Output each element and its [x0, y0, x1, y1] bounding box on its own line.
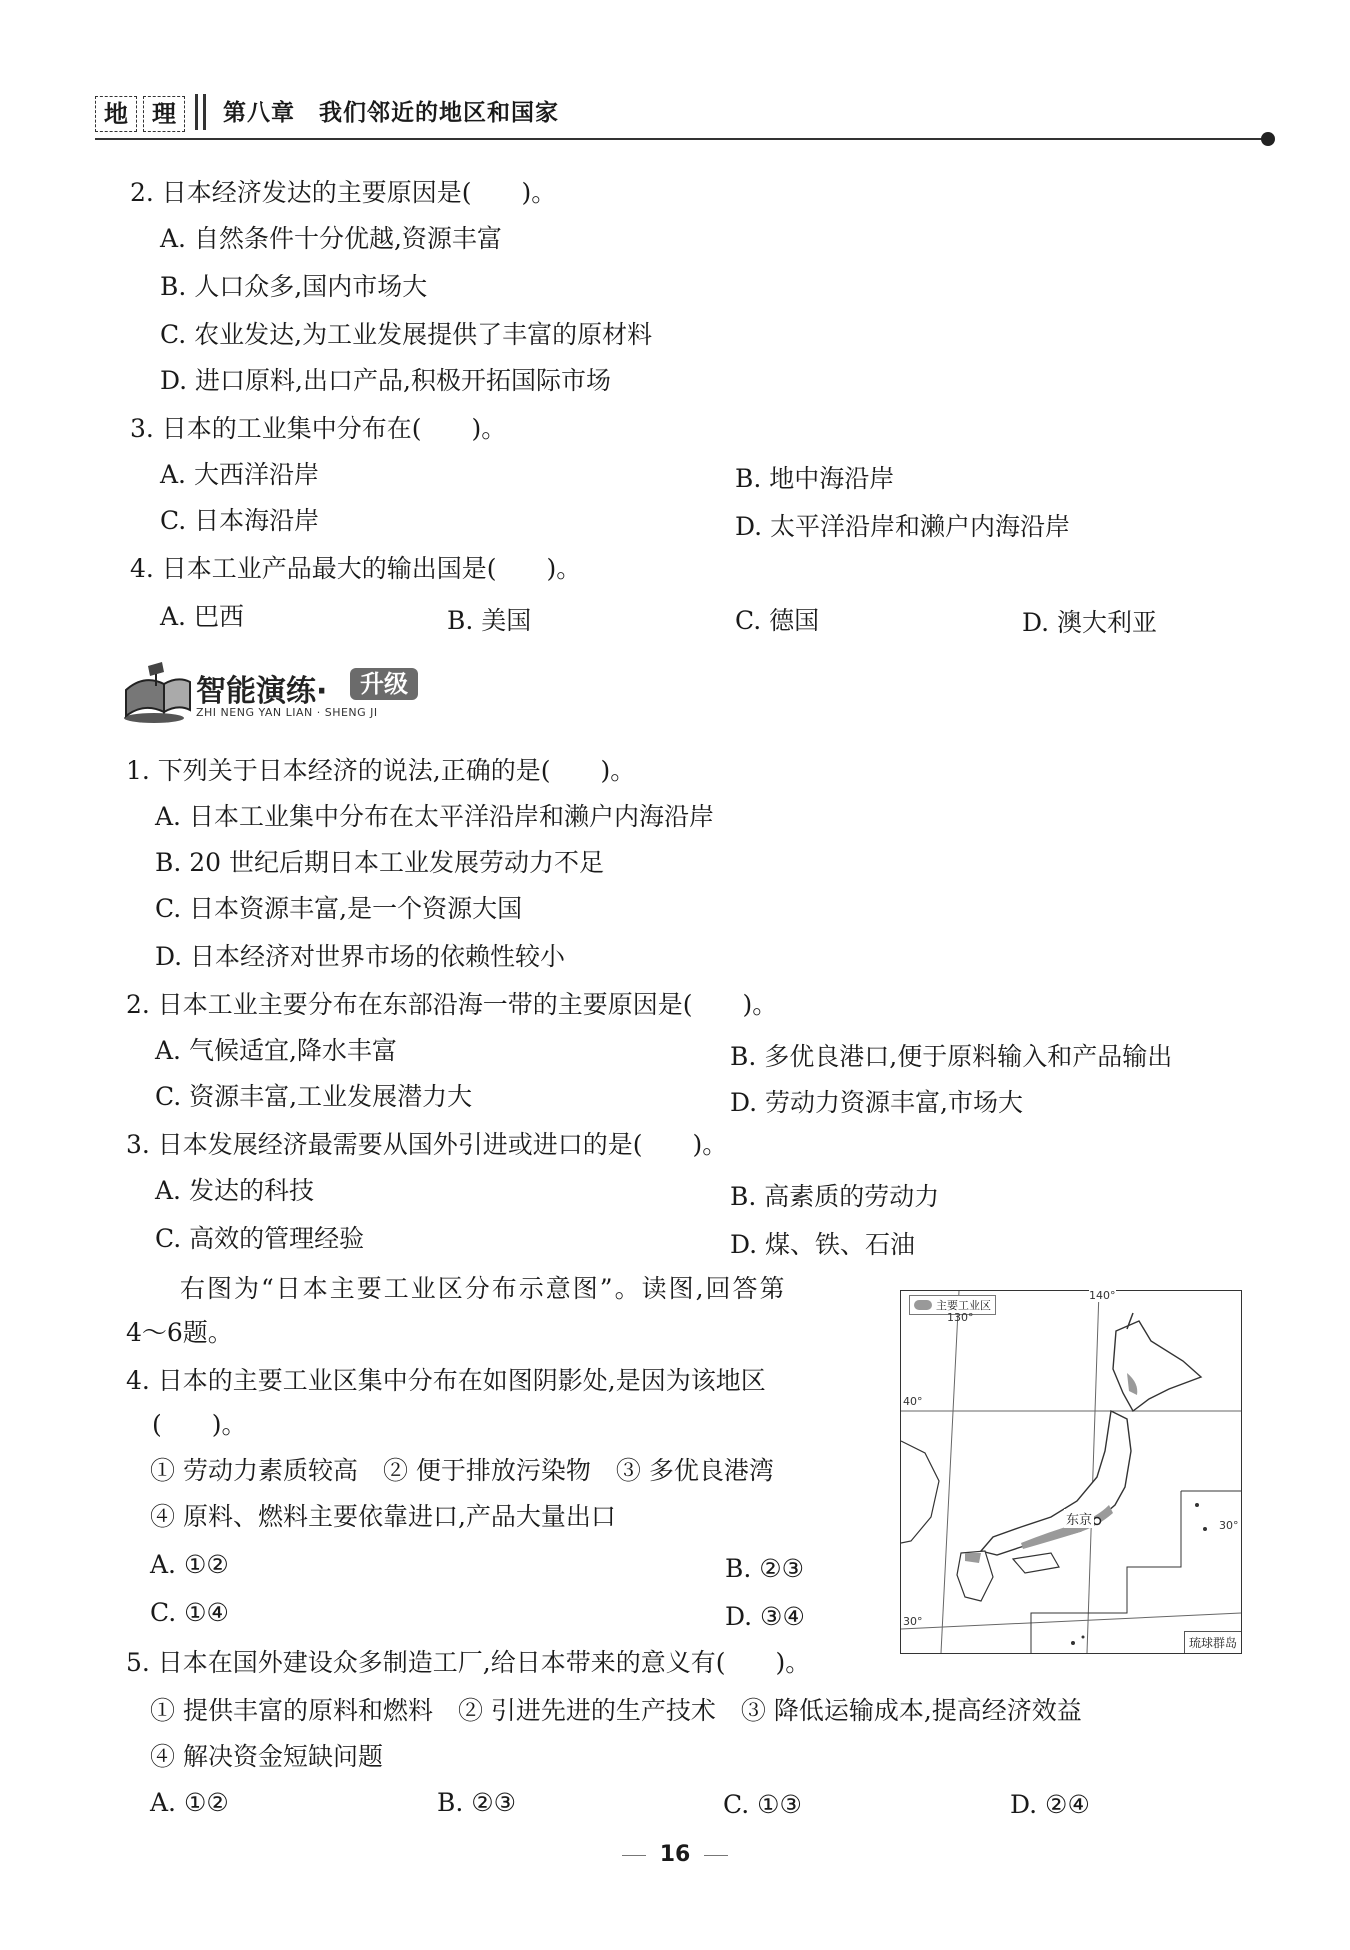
header-divider [203, 94, 206, 130]
option: D. 劳动力资源丰富,市场大 [730, 1088, 1023, 1117]
statement-list: ④ 解决资金短缺问题 [150, 1742, 383, 1771]
option: A. 大西洋沿岸 [160, 460, 319, 489]
option: B. 美国 [447, 606, 532, 635]
legend-swatch [914, 1300, 932, 1310]
option: B. 地中海沿岸 [735, 464, 895, 493]
page-number-dash [622, 1855, 646, 1856]
subject-label [95, 96, 185, 132]
reading-intro: 4～6题。 [126, 1318, 233, 1347]
question-stem: 2. 日本工业主要分布在东部沿海一带的主要原因是( )。 [126, 990, 778, 1019]
header-divider [195, 94, 198, 130]
option: B. 高素质的劳动力 [730, 1182, 940, 1211]
option: A. 气候适宜,降水丰富 [155, 1036, 397, 1065]
legend-label: 主要工业区 [936, 1299, 991, 1312]
option: A. 巴西 [160, 602, 244, 631]
option: A. 自然条件十分优越,资源丰富 [160, 224, 502, 253]
statement-list: ① 劳动力素质较高 ② 便于排放污染物 ③ 多优良港湾 [150, 1456, 774, 1485]
inset-label: 琉球群岛 [1184, 1631, 1241, 1653]
option: C. 德国 [735, 606, 820, 635]
question-stem: 3. 日本发展经济最需要从国外引进或进口的是( )。 [126, 1130, 728, 1159]
page-header [95, 88, 1275, 140]
section-badge: 升级 [350, 668, 418, 700]
option: D. 煤、铁、石油 [730, 1230, 916, 1259]
reading-intro: 右图为“日本主要工业区分布示意图”。读图,回答第 [180, 1274, 787, 1303]
option: A. 日本工业集中分布在太平洋沿岸和濑户内海沿岸 [155, 802, 714, 831]
chapter-title: 第八章 我们邻近的地区和国家 [223, 100, 559, 126]
option: C. 资源丰富,工业发展潜力大 [155, 1082, 473, 1111]
japan-industrial-map [900, 1290, 1242, 1654]
option: A. ①② [150, 1788, 229, 1817]
header-rule-dot [1261, 132, 1275, 146]
statement-list: ④ 原料、燃料主要依靠进口,产品大量出口 [150, 1502, 616, 1531]
option: D. 进口原料,出口产品,积极开拓国际市场 [160, 366, 611, 395]
page-number [0, 1842, 1350, 1867]
map-drawing [901, 1291, 1241, 1653]
longitude-label: 140° [1089, 1289, 1116, 1302]
option: B. 人口众多,国内市场大 [160, 272, 428, 301]
question-stem: 5. 日本在国外建设众多制造工厂,给日本带来的意义有( )。 [126, 1648, 811, 1677]
question-stem: 4. 日本的主要工业区集中分布在如图阴影处,是因为该地区 [126, 1366, 766, 1395]
question-stem: 4. 日本工业产品最大的输出国是( )。 [130, 554, 582, 583]
option: C. ①④ [150, 1598, 229, 1627]
question-stem: 3. 日本的工业集中分布在( )。 [130, 414, 507, 443]
book-lamp-icon [118, 660, 196, 726]
longitude-label: 130° [947, 1311, 974, 1324]
option: A. 发达的科技 [155, 1176, 314, 1205]
option: D. ③④ [725, 1602, 805, 1631]
section-pinyin: ZHI NENG YAN LIAN · SHENG JI [196, 706, 378, 719]
option: B. 多优良港口,便于原料输入和产品输出 [730, 1042, 1173, 1071]
header-rule [95, 138, 1267, 140]
latitude-label: 30° [1219, 1519, 1239, 1532]
latitude-label: 30° [903, 1615, 923, 1628]
option: D. 日本经济对世界市场的依赖性较小 [155, 942, 566, 971]
option: C. 高效的管理经验 [155, 1224, 365, 1253]
option: B. ②③ [725, 1554, 805, 1583]
subject-char: 理 [143, 96, 185, 132]
statement-list: ① 提供丰富的原料和燃料 ② 引进先进的生产技术 ③ 降低运输成本,提高经济效益 [150, 1696, 1082, 1725]
option: C. 日本资源丰富,是一个资源大国 [155, 894, 523, 923]
question-stem: ( )。 [152, 1410, 247, 1439]
option: B. 20 世纪后期日本工业发展劳动力不足 [155, 848, 605, 877]
option: C. 日本海沿岸 [160, 506, 320, 535]
option: C. ①③ [723, 1790, 802, 1819]
page-number-dash [704, 1855, 728, 1856]
option: C. 农业发达,为工业发展提供了丰富的原材料 [160, 320, 653, 349]
latitude-label: 40° [903, 1395, 923, 1408]
city-label: 东京 [1064, 1509, 1094, 1528]
section-banner [118, 660, 438, 730]
section-title: 智能演练· [196, 674, 328, 709]
option: D. ②④ [1010, 1790, 1090, 1819]
page-number-value: 16 [659, 1842, 691, 1867]
option: B. ②③ [437, 1788, 517, 1817]
option: D. 太平洋沿岸和濑户内海沿岸 [735, 512, 1071, 541]
subject-char: 地 [95, 96, 137, 132]
question-stem: 1. 下列关于日本经济的说法,正确的是( )。 [126, 756, 636, 785]
option: A. ①② [150, 1550, 229, 1579]
option: D. 澳大利亚 [1022, 608, 1158, 637]
question-stem: 2. 日本经济发达的主要原因是( )。 [130, 178, 557, 207]
